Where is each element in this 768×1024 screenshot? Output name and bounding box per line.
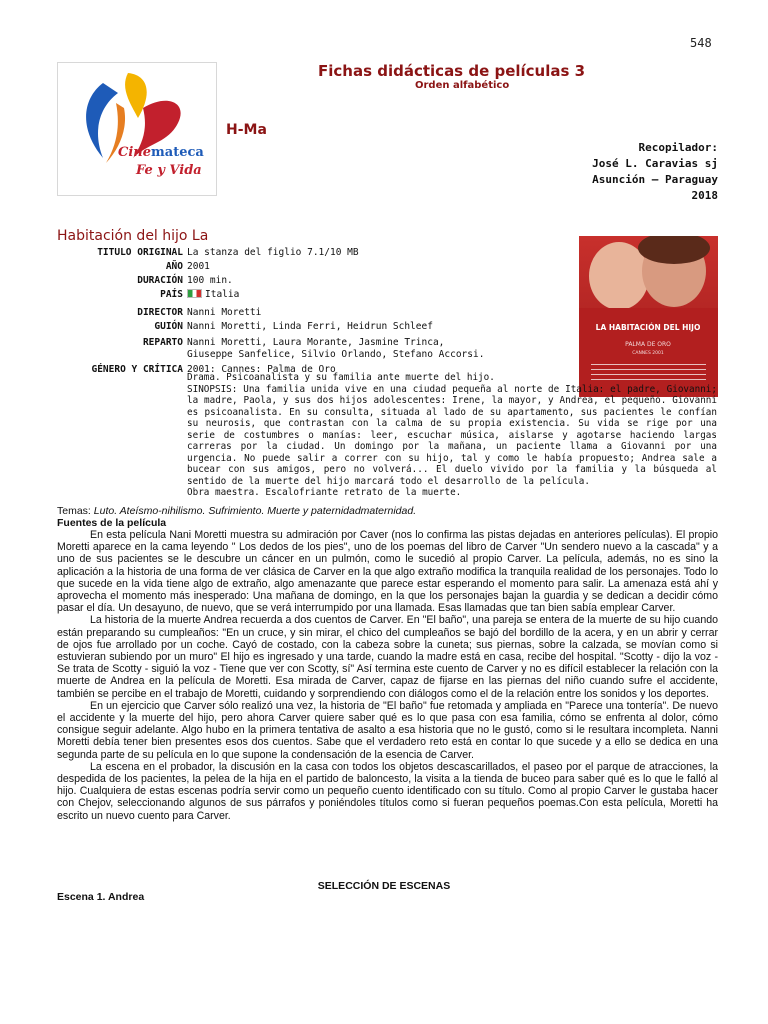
film-facts [57, 246, 577, 376]
alphabet-range: H-Ma [226, 122, 267, 138]
scenes-heading: SELECCIÓN DE ESCENAS [317, 880, 451, 892]
fact-duration: DURACIÓN 100 min. [137, 275, 233, 286]
logo-wordmark: Cinemateca [118, 145, 204, 160]
compiler-year: 2018 [691, 189, 718, 202]
themes-value: Luto. Ateísmo-nihilismo. Sufrimiento. Muerte y paternidadmaternidad. [93, 505, 417, 517]
body-paragraph: La escena en el probador, la discusión en la casa con todos los objetos descascarillados, el paseo por el parque de atracciones, la despedida de los pacientes, la pelea de la hija en el partido de baloncesto, la visita a la tienda de buceo para saber qué es lo que le falló al hijo. Cualquiera de estas escenas podría servir como un pequeño cuento identificado con su título. Como al propio Carver le gustaba hacer con Chejov, seleccionando algunos de sus párrafos y poniéndoles títulos como si fueran pequeños poemas.Con esta película, Moretti ha escrito un nuevo cuento para Carver. [57, 760, 718, 822]
italy-flag-icon [187, 289, 202, 298]
poster-award-sub: CANNES 2001 [632, 351, 664, 356]
compiler-label: Recopilador: [638, 141, 718, 154]
fact-country: PAÍS Italia [160, 289, 240, 300]
synopsis-text: SINOPSIS: Una familia unida vive en una ciudad pequeña al norte de Italia: el padre, Giovanni; la madre, Paola, y sus dos hijos adolescentes: Irene, la mayor, y Andrea, el pequeño. Giovanni es psicoanalista. En su consulta, situada al lado de su apartamento, sus pacientes le confían su neurosis, que contrastan con la calma de su propia existencia. Su vida se rige por una serie de costumbres o manías: leer, escuchar música, aislarse y agotarse haciendo largas carreras por la ciudad. Un domingo por la mañana, un paciente llama a Giovanni por una urgencia. No puede salir a correr con su hijo, tal y como le había propuesto; Andrea sale a bucear con sus amigos, pero no volverá... El duelo vivido por la familia y la búsqueda al sentido de la muerte del hijo marcará todo el desarrollo de la película. [187, 383, 717, 487]
fact-year: AÑO 2001 [165, 261, 210, 272]
body-paragraph: En un ejercicio que Carver sólo realizó una vez, la historia de "El baño" fue retomada y ampliada en "Parece una tontería". De nuevo el accidente y la muerte del hijo, pero ahora Carver quiere saber qué es lo que pasa con esa familia, cómo se enfrenta al dolor, cómo consigue seguir adelante. Algo hubo en la primera tentativa de asalto a esa historia que no le gustó, como si le resultara incompleta. Nanni Moretti debía tener bien presentes esos dos cuentos. Sabe que el verdadero reto está en contar lo que sucede y a ello se dedica en una segunda parte de su película en lo que supone la condensación de la esencia de Carver. [57, 699, 718, 761]
cinemateca-logo [57, 62, 217, 196]
verdict-line: Obra maestra. Escalofriante retrato de la muerte. [187, 487, 462, 498]
article-body [57, 529, 718, 822]
body-paragraph: La historia de la muerte Andrea recuerda a dos cuentos de Carver. En "El baño", una pareja se entera de la muerte de su hijo cuando están preparando su cumpleaños: "En un cruce, y sin mirar, el chico del cumpleaños se bajó del bordillo de la acera, y en un abrir y cerrar de ojos fue arrollado por un coche. Cayó de costado, con la cabeza sobre la cuneta; sus piernas, sobre la calzada, se movían como si estuvieran subiendo por un muro" El hijo es ingresado y una tarde, cuando la madre está en casa, recibe del hospital. "Scotty - dijo la voz - Se trata de Scotty - siguió la voz - Tiene que ver con Scotty, sí" Así termina este cuento de Carver y no es difícil establecer la relación con la muerte de Andrea en la película de Moretti. Esa mirada de Carver, capaz de fijarse en las piernas del niño cuando sufre el accidente, también se percibe en el trabajo de Moretti, cuidando y sorprendiendo con diálogos como el de la relación entre los sonidos y los deportes. [57, 614, 718, 700]
film-title: Habitación del hijo La [57, 228, 209, 244]
themes-label: Temas: [57, 505, 91, 517]
page-number: 548 [690, 36, 712, 50]
genre-line: Drama. Psicoanalista y su familia ante muerte del hijo. [187, 372, 495, 383]
fact-screenplay: GUIÓN Nanni Moretti, Linda Ferri, Heidrun Schleef [154, 321, 433, 332]
logo-tagline: Fe y Vida [136, 163, 202, 178]
sources-heading: Fuentes de la película [57, 517, 167, 529]
fact-cast-cont: Giuseppe Sanfelice, Silvio Orlando, Stefano Accorsi. [187, 348, 485, 360]
compiler-place: Asunción – Paraguay [592, 173, 718, 186]
poster-title: LA HABITACIÓN DEL HIJO [595, 323, 701, 332]
document-title: Fichas didácticas de películas 3 [318, 62, 586, 80]
fact-director: DIRECTOR Nanni Moretti [137, 307, 262, 318]
fact-original-title: TITULO ORIGINAL La stanza del figlio 7.1/10 MB [97, 247, 359, 258]
body-paragraph: En esta película Nani Moretti muestra su admiración por Caver (nos lo confirma las pistas dejadas en anteriores películas). El propio Moretti aparece en la cama leyendo " Los dedos de los pies", uno de los poemas del libro de Carver "Un sendero nuevo a la cascada" y a uno de sus pacientes se le descubre un cáncer en un pulmón, como le sucedió al propio Carver. La película, además, no es sino la aplicación a la historia de una forma de ver clásica de Carver en la que algo extraño modifica la tranquila realidad de los personajes. Todo lo que sucede en la vida tiene algo de extraño, algo amenazante que parece estar esperando el momento para salir. La amenaza está ahí y aprovecha el momento más inesperado: Una mañana de domingo, en la que los personajes bajan la guardia y se dedican a decidir cómo pasar el día. Un desayuno, de nuevo, que se verá interrumpido por una llamada. Esas llamadas que tan bien sabía emplear Carver. [57, 529, 718, 615]
fact-cast: REPARTO Nanni Moretti, Laura Morante, Jasmine Trinca, [142, 337, 445, 348]
compiler-name: José L. Caravias sj [592, 157, 718, 170]
fact-genre-critique: GÉNERO Y CRÍTICA 2001: Cannes: Palma de Oro [91, 364, 336, 375]
poster-award: PALMA DE ORO [625, 341, 671, 348]
themes-line [57, 505, 416, 517]
compiler-block [592, 140, 718, 204]
document-subtitle: Orden alfabético [415, 80, 510, 91]
scene-1-heading: Escena 1. Andrea [57, 891, 145, 903]
synopsis-block [187, 372, 717, 499]
